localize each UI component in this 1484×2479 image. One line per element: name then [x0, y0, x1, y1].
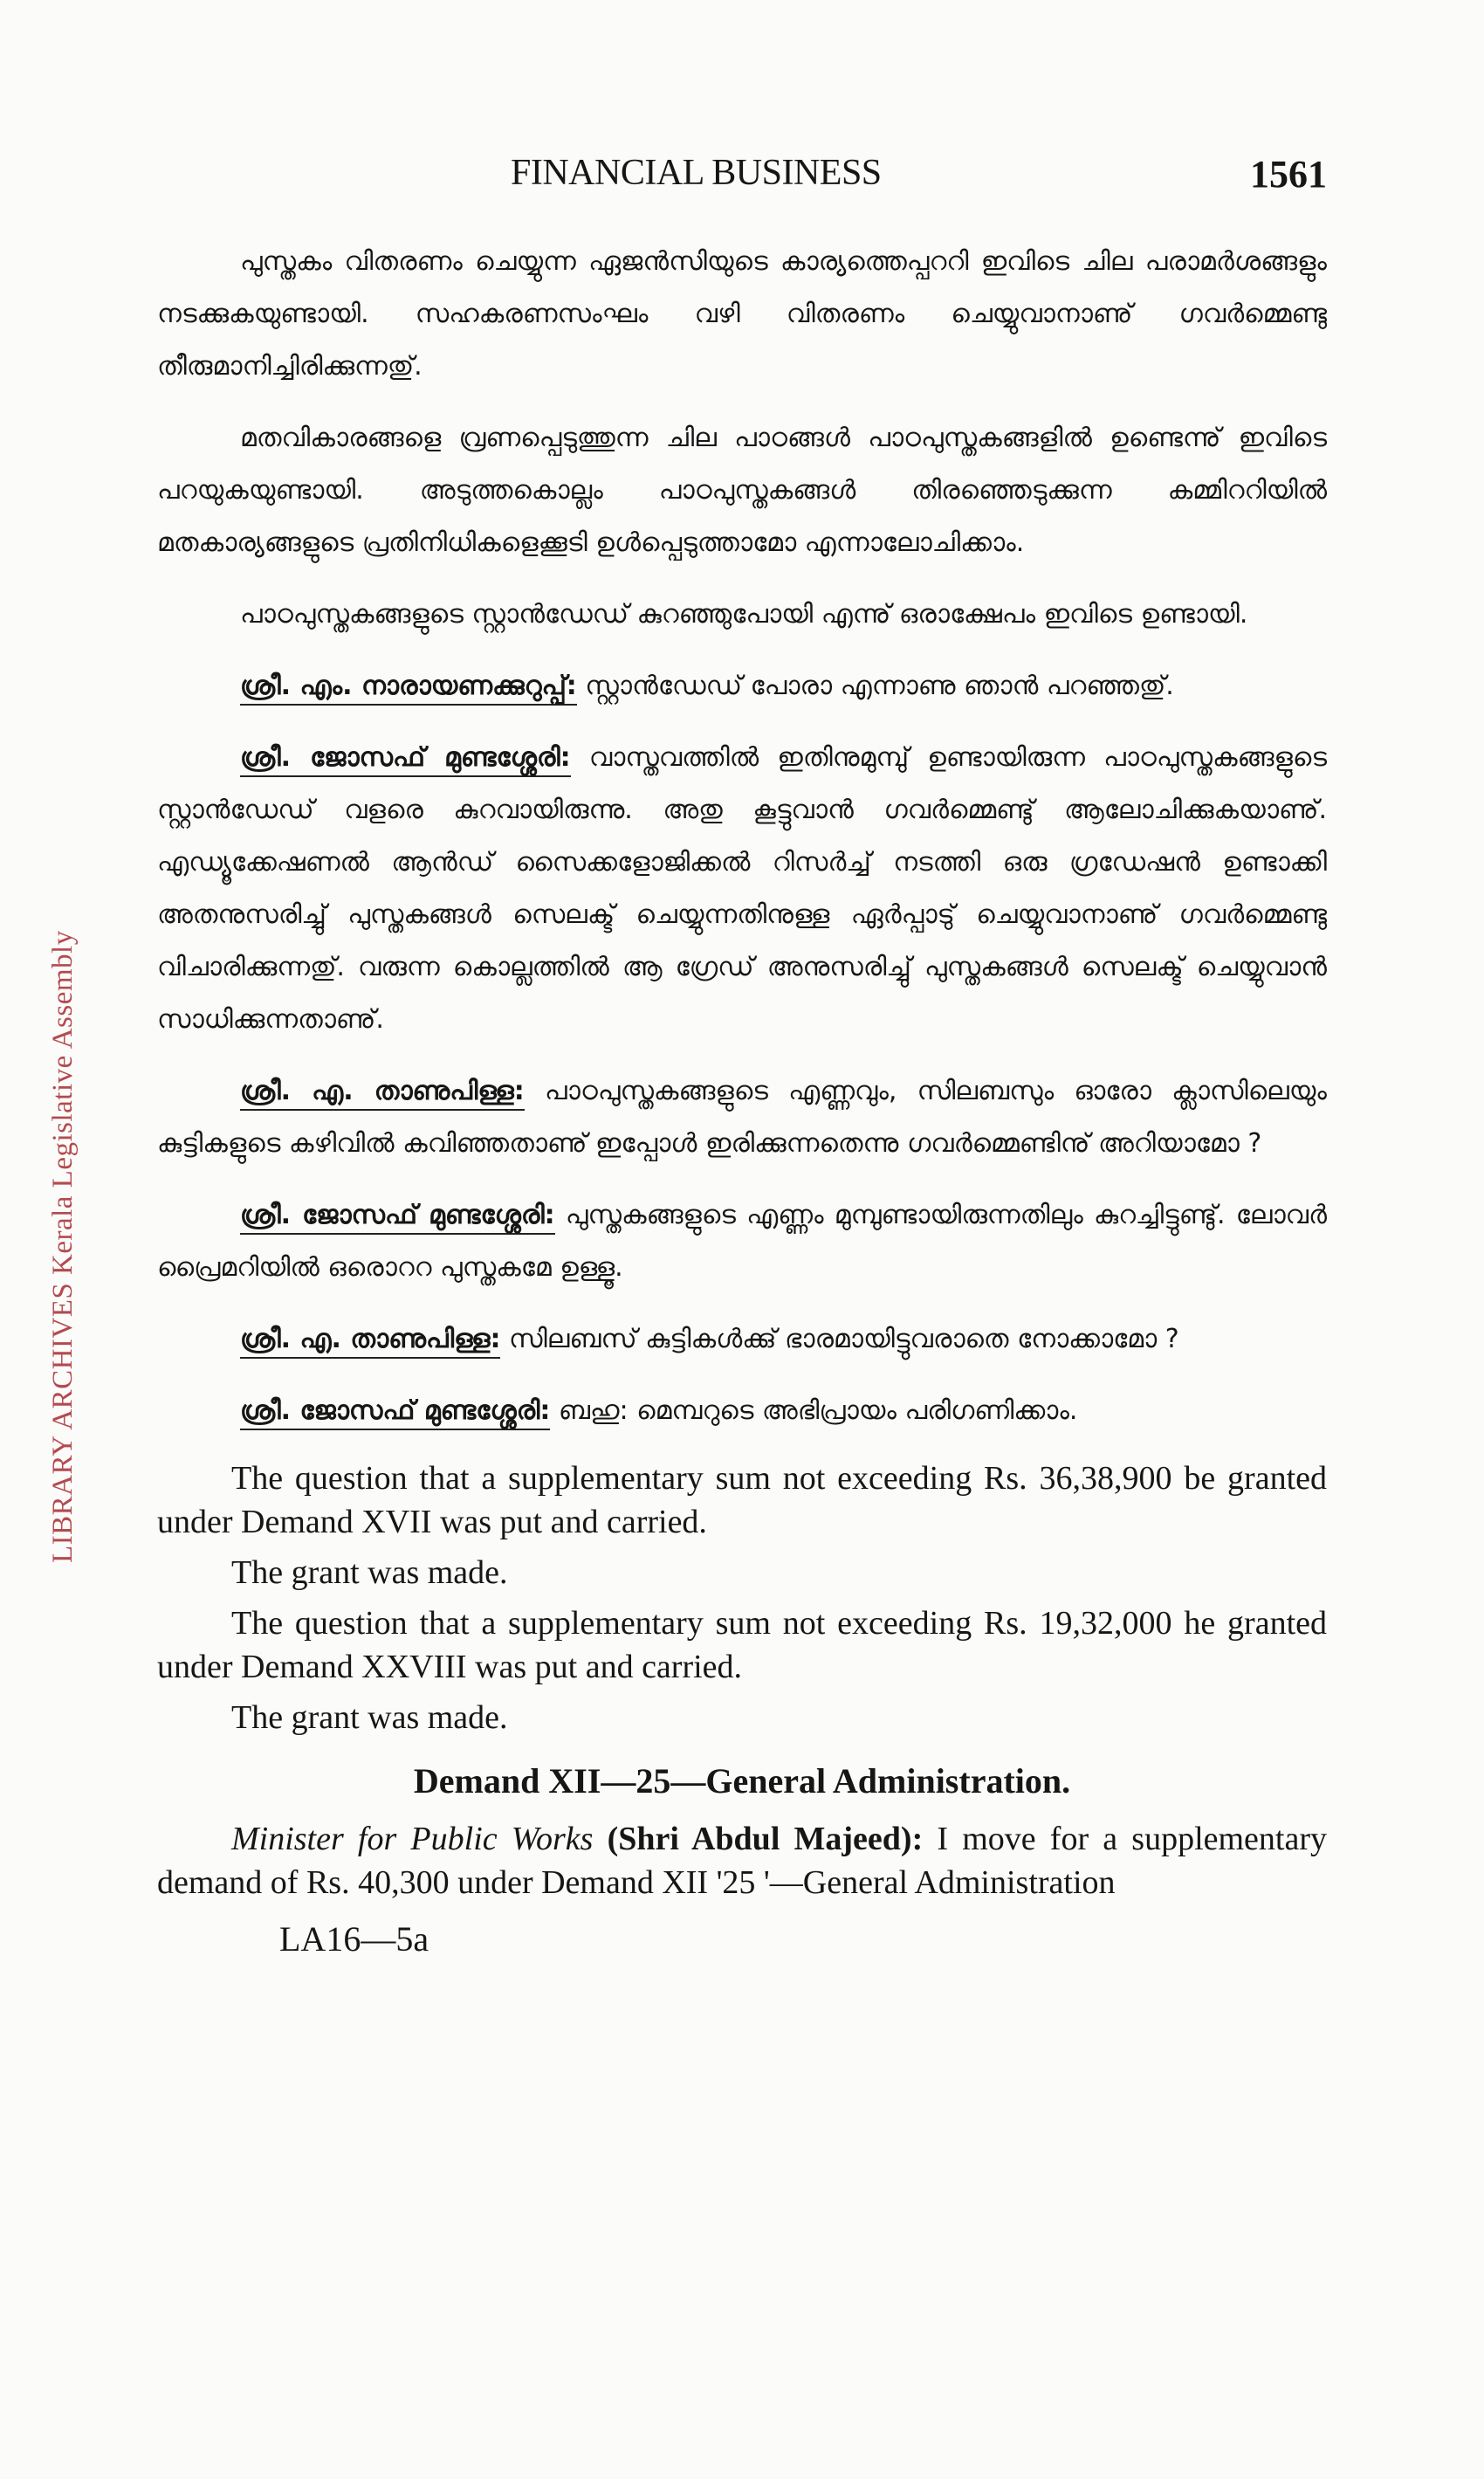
- archive-margin-stamp: LIBRARY ARCHIVES Kerala Legislative Assembly: [47, 930, 79, 1563]
- speech-joseph-mundassery-3: [157, 1385, 1327, 1437]
- grant-made-2: The grant was made.: [231, 1699, 508, 1736]
- speech-joseph-mundassery-2: [157, 1189, 1327, 1294]
- section-heading-demand-xii: Demand XII—25—General Administration.: [413, 1761, 1071, 1801]
- speaker-label: ശ്രീ. എ. താണുപിള്ള:: [240, 1076, 525, 1111]
- question-demand-xxviii: The question that a supplementary sum not exceeding Rs. 19,32,000 he granted under Demand XXVIII was put and carried.: [157, 1605, 1327, 1685]
- speech-text: പുസ്തകങ്ങളുടെ എണ്ണം മുമ്പുണ്ടായിരുന്നതിലും കുറച്ചിട്ടുണ്ടു്. ലോവർ പ്രൈമറിയിൽ ഒരൊററ പുസ്തകമേ ഉള്ളൂ.: [157, 1200, 1327, 1283]
- speaker-label: ശ്രീ. ജോസഫ് മുണ്ടശ്ശേരി:: [240, 742, 571, 777]
- page-header: [0, 147, 1484, 208]
- speech-joseph-mundassery-1: [157, 732, 1327, 1046]
- motion-minister-public-works: [157, 1817, 1327, 1904]
- speech-text: സ്റ്റാൻഡേഡ് പോരാ എന്നാണു ഞാൻ പറഞ്ഞതു്.: [576, 671, 1174, 701]
- motion-text: I move for a supplementary demand of Rs. 40,300 under Demand XII '25 '—General Administration: [157, 1821, 1327, 1901]
- minister-role: Minister for Public Works: [231, 1821, 594, 1857]
- speech-narayana-kurup: [157, 660, 1327, 713]
- speech-text: വാസ്തവത്തിൽ ഇതിനുമുമ്പു് ഉണ്ടായിരുന്ന പാഠപുസ്തകങ്ങളുടെ സ്റ്റാൻഡേഡ് വളരെ കുറവായിരുന്നു. അതു കൂട്ടുവാൻ ഗവർമ്മെണ്ടു് ആലോചിക്കുകയാണു്. എഡ്യൂക്കേഷണൽ ആൻഡ് സൈക്കളോജിക്കൽ റിസർച്ച് നടത്തി ഒരു ഗ്രഡേഷൻ ഉണ്ടാക്കി അതനുസരിച്ചു് പുസ്തകങ്ങൾ സെലക്ട് ചെയ്യുന്നതിനുള്ള ഏർപ്പാടു് ചെയ്യുവാനാണു് ഗവർമ്മെണ്ടു വിചാരിക്കുന്നതു്. വരുന്ന കൊല്ലത്തിൽ ആ ഗ്രേഡ് അനുസരിച്ചു് പുസ്തകങ്ങൾ സെലക്ട് ചെയ്യുവാൻ സാധിക്കുന്നതാണു്.: [157, 742, 1328, 1035]
- speech-thanu-pillai-1: [157, 1065, 1327, 1170]
- paragraph-textbook-standard: പാഠപുസ്തകങ്ങളുടെ സ്റ്റാൻഡേഡ് കുറഞ്ഞുപോയി എന്നു് ഒരാക്ഷേപം ഇവിടെ ഉണ്ടായി.: [240, 599, 1248, 630]
- running-title: FINANCIAL BUSINESS: [511, 153, 882, 193]
- speaker-label: ശ്രീ. എം. നാരായണക്കുറുപ്പ്:: [240, 671, 577, 706]
- speaker-label: ശ്രീ. എ. താണുപിള്ള:: [240, 1324, 500, 1359]
- page-body: [157, 236, 1327, 1959]
- question-demand-xvii: The question that a supplementary sum not exceeding Rs. 36,38,900 be granted under Demand XVII was put and carried.: [157, 1460, 1327, 1540]
- minister-name: (Shri Abdul Majeed):: [593, 1821, 924, 1857]
- speech-thanu-pillai-2: [157, 1313, 1327, 1366]
- speech-text: പാഠപുസ്തകങ്ങളുടെ എണ്ണവും, സിലബസും ഓരോ ക്ലാസിലെയും കുട്ടികളുടെ കഴിവിൽ കവിഞ്ഞതാണു് ഇപ്പോൾ ഇരിക്കുന്നതെന്നു ഗവർമ്മെണ്ടിനു് അറിയാമോ ?: [157, 1076, 1328, 1159]
- speech-text: സിലബസ് കുട്ടികൾക്കു് ഭാരമായിട്ടുവരാതെ നോക്കാമോ ?: [500, 1324, 1179, 1354]
- paragraph-distribution-agency: പുസ്തകം വിതരണം ചെയ്യുന്ന ഏജൻസിയുടെ കാര്യത്തെപ്പററി ഇവിടെ ചില പരാമർശങ്ങളും നടക്കുകയുണ്ടായി. സഹകരണസംഘം വഴി വിതരണം ചെയ്യുവാനാണു് ഗവർമ്മെണ്ടു തീരുമാനിച്ചിരിക്കുന്നതു്.: [157, 246, 1327, 382]
- grant-made-1: The grant was made.: [231, 1554, 508, 1591]
- paragraph-religious-sentiments: മതവികാരങ്ങളെ വ്രണപ്പെടുത്തുന്ന ചില പാഠങ്ങൾ പാഠപുസ്തകങ്ങളിൽ ഉണ്ടെന്നു് ഇവിടെ പറയുകയുണ്ടായി. അടുത്തകൊല്ലം പാഠപുസ്തകങ്ങൾ തിരഞ്ഞെടുക്കുന്ന കമ്മിററിയിൽ മതകാര്യങ്ങളുടെ പ്രതിനിധികളെക്കൂടി ഉൾപ്പെടുത്താമോ എന്നാലോചിക്കാം.: [157, 423, 1327, 558]
- speaker-label: ശ്രീ. ജോസഫ് മുണ്ടശ്ശേരി:: [240, 1395, 550, 1430]
- page-number: 1561: [1250, 153, 1327, 196]
- speaker-label: ശ്രീ. ജോസഫ് മുണ്ടശ്ശേരി:: [240, 1200, 555, 1235]
- speech-text: ബഹു: മെമ്പറുടെ അഭിപ്രായം പരിഗണിക്കാം.: [550, 1395, 1078, 1426]
- folio-signature: LA16—5a: [279, 1919, 429, 1959]
